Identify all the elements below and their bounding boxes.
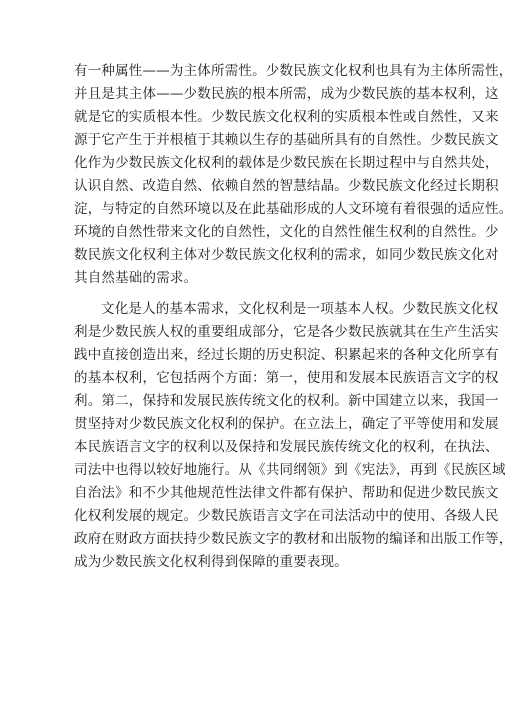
text-line: 司法中也得以较好地施行。从《共同纲领》到《宪法》，再到《民族区域 [74,462,506,478]
text-line: 自治法》和不少其他规范性法律文件都有保护、帮助和促进少数民族文 [74,485,499,501]
paragraph-1 [74,60,512,290]
text-line: 践中直接创造出来，经过长期的历史积淀、积累起来的各种文化所享有 [74,347,499,363]
document-body [74,60,512,574]
text-line: 政府在财政方面扶持少数民族文字的教材和出版物的编译和出版工作等， [74,531,512,547]
text-line: 利是少数民族人权的重要组成部分，它是各少数民族就其在生产生活实 [74,324,499,340]
text-line: 化作为少数民族文化权利的载体是少数民族在长期过程中与自然共处， [74,155,499,171]
text-line: 成为少数民族文化权利得到保障的重要表现。 [74,554,348,570]
text-line: 贯坚持对少数民族文化权利的保护。在立法上，确定了平等使用和发展 [74,416,499,432]
text-line: 认识自然、改造自然、依赖自然的智慧结晶。少数民族文化经过长期积 [74,178,499,194]
text-line: 文化是人的基本需求，文化权利是一项基本人权。少数民族文化权 [101,301,499,317]
text-line: 的基本权利，它包括两个方面：第一，使用和发展本民族语言文字的权 [74,370,499,386]
text-line: 就是它的实质根本性。少数民族文化权利的实质根本性或自然性，又来 [74,109,499,125]
text-line: 利。第二，保持和发展民族传统文化的权利。新中国建立以来，我国一 [74,393,499,409]
text-line: 淀，与特定的自然环境以及在此基础形成的人文环境有着很强的适应性。 [74,201,512,217]
text-line: 环境的自然性带来文化的自然性，文化的自然性催生权利的自然性。少 [74,224,499,240]
text-line: 数民族文化权利主体对少数民族文化权利的需求，如同少数民族文化对 [74,247,499,263]
text-line: 其自然基础的需求。 [74,270,198,286]
text-line: 并且是其主体——少数民族的根本所需，成为少数民族的基本权利，这 [74,86,499,102]
paragraph-2 [74,298,512,574]
text-line: 化权利发展的规定。少数民族语言文字在司法活动中的使用、各级人民 [74,508,499,524]
text-line: 本民族语言文字的权利以及保持和发展民族传统文化的权利，在执法、 [74,439,499,455]
text-line: 有一种属性——为主体所需性。少数民族文化权利也具有为主体所需性， [74,63,512,79]
paragraph-gap [74,290,434,298]
text-line: 源于它产生于并根植于其赖以生存的基础所具有的自然性。少数民族文 [74,132,499,148]
